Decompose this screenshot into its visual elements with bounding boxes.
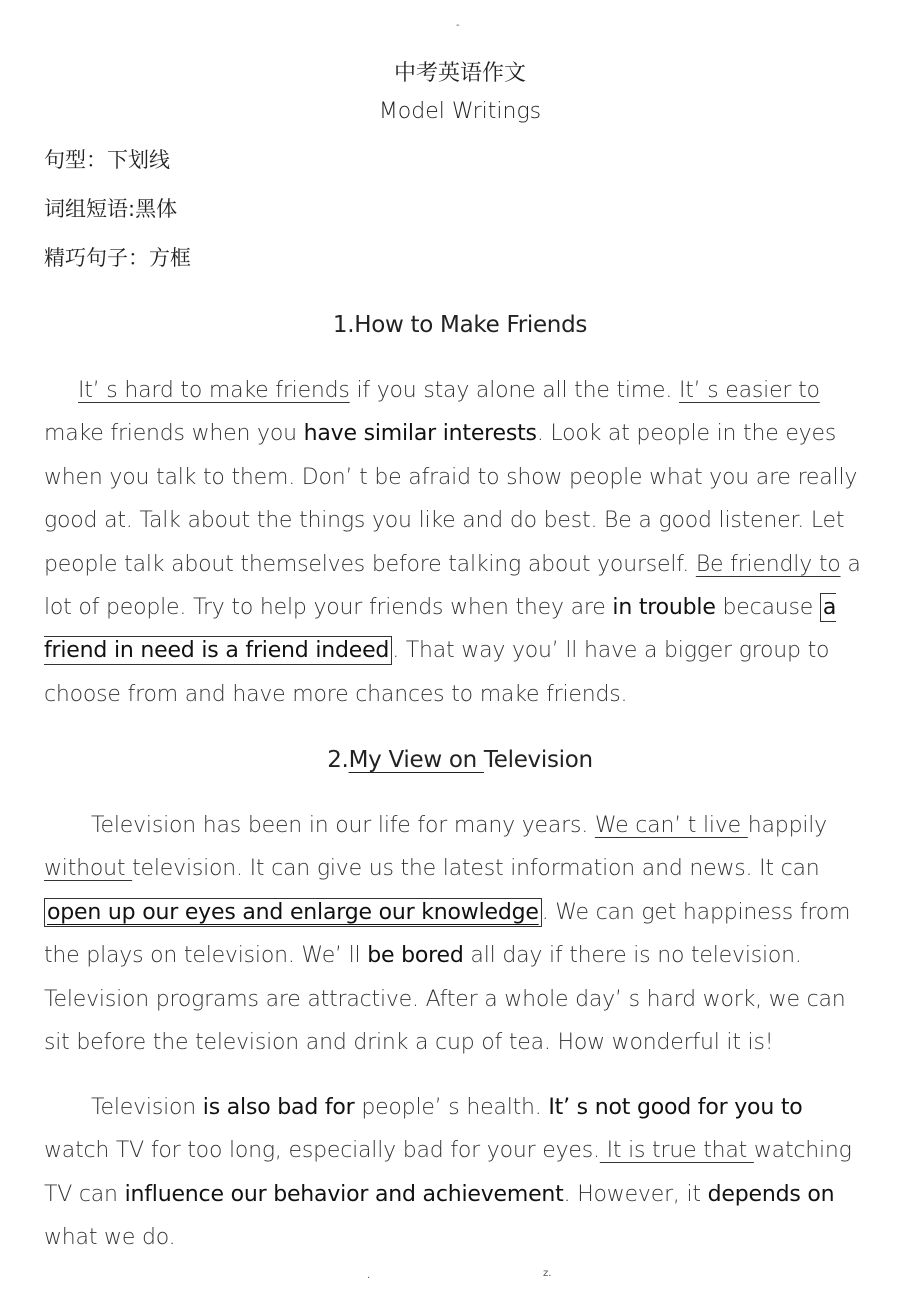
legend-good-sentences: 精巧句子：方框 [44, 246, 191, 270]
text-run: television. It can give us the latest information and news. It can [132, 856, 820, 882]
text-run: Television has been in our life for many years. [91, 813, 595, 838]
essay1-paragraph [44, 369, 874, 716]
page-mark-top: - [456, 20, 460, 31]
text-run: people’ s health. [354, 1095, 549, 1120]
phrase: be bored [367, 943, 464, 969]
phrase: depends on [707, 1181, 835, 1207]
legend-sentence-pattern: 句型：下划线 [44, 148, 170, 172]
sentence-pattern: It is true that [599, 1138, 754, 1164]
text-run: . That way you’ ll have a bigger group to choose from and have more chances to make friends. [44, 638, 830, 707]
text-run: watching TV can [44, 1138, 852, 1207]
page-mark-bottom-right: z. [543, 1268, 552, 1279]
text-run: because [715, 595, 820, 621]
text-run: . However, it [563, 1181, 708, 1207]
sentence-pattern: Be friendly to [695, 551, 841, 577]
sentence-pattern: It’ s hard to make friends [78, 378, 350, 403]
text-run: if you stay alone all the time. [349, 378, 679, 403]
page-mark-bottom-left: . [367, 1270, 371, 1281]
text-run: make friends when you [44, 421, 304, 447]
document-title-en: Model Writings [378, 99, 542, 124]
phrase: is also bad for [202, 1095, 355, 1120]
essay2-heading [0, 747, 920, 773]
phrase: have similar interests [303, 421, 537, 447]
boxed-sentence: a friend in need is a friend indeed [44, 595, 837, 664]
text-run: what we do. [44, 1225, 176, 1251]
phrase: influence our behavior and achievement [124, 1181, 564, 1207]
text-run: a lot of people. Try to help your friends when they are [44, 551, 861, 621]
sentence-pattern: It’ s easier to [678, 378, 820, 403]
text-run: . Look at people in the eyes when you talk to them. Don’ t be afraid to show people what you are really good at. Talk about the things you like and do best. Be a good listener. Let people talk about themselves before talking about yourself. [44, 421, 858, 577]
phrase: It’ s not good for you to [548, 1095, 803, 1120]
text-run: watch TV for too long, especially bad for your eyes. [44, 1138, 600, 1164]
sentence-pattern: My View on [348, 747, 484, 773]
text-run: all day if there is no television. Television programs are attractive. After a whole day’ s hard work, we can sit before the television and drink a cup of tea. How wonderful it is! [44, 943, 846, 1056]
document-title-cn: 中考英语作文 [393, 61, 526, 86]
essay2-paragraph-2 [44, 1086, 874, 1260]
sentence-pattern: without [44, 856, 133, 882]
essay1-heading: 1.How to Make Friends [332, 312, 588, 338]
heading-text: Television [483, 747, 593, 773]
legend-phrases: 词组短语:黑体 [44, 197, 178, 221]
essay2-paragraph-1 [44, 804, 874, 1064]
boxed-sentence: open up our eyes and enlarge our knowledge [44, 898, 542, 927]
phrase: in trouble [612, 595, 716, 621]
sentence-pattern: We can’ t live [594, 813, 748, 838]
text-run: . We can get happiness from the plays on television. We’ ll [44, 899, 851, 969]
heading-number: 2. [327, 747, 349, 773]
text-run: Television [91, 1095, 203, 1120]
text-run: happily [747, 813, 827, 838]
